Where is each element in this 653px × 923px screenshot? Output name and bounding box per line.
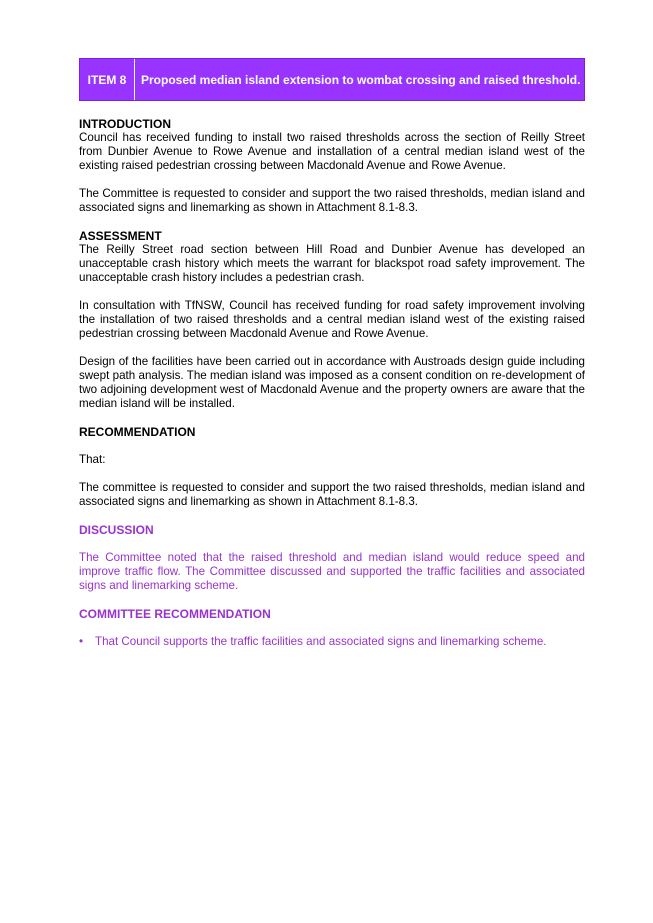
introduction-paragraph: Council has received funding to install two raised thresholds across the section of Reilly Street from Dunbier Avenue to Rowe Avenue and installation of a central median island west of the existing raised pedestrian crossing between Macdonald Avenue and Rowe Avenue. [79, 131, 585, 172]
item-number: ITEM 8 [80, 59, 135, 100]
assessment-heading: ASSESSMENT [79, 229, 162, 243]
bullet-icon: • [79, 635, 84, 648]
recommendation-heading: RECOMMENDATION [79, 425, 196, 439]
introduction-heading: INTRODUCTION [79, 117, 171, 131]
committee-recommendation-heading: COMMITTEE RECOMMENDATION [79, 607, 271, 621]
introduction-paragraph: The Committee is requested to consider and support the two raised thresholds, median island and associated signs and linemarking as shown in Attachment 8.1-8.3. [79, 187, 585, 214]
assessment-paragraph: In consultation with TfNSW, Council has received funding for road safety improvement involving the installation of two raised thresholds and a central median island west of the existing raised pedestrian crossing between Macdonald Avenue and Rowe Avenue. [79, 299, 585, 340]
item-header [79, 58, 585, 101]
recommendation-intro: That: [79, 453, 106, 466]
item-title: Proposed median island extension to wombat crossing and raised threshold. [141, 72, 581, 87]
list-item-text: That Council supports the traffic facilities and associated signs and linemarking scheme. [95, 635, 547, 648]
committee-recommendation-list [79, 635, 585, 649]
document-page [79, 58, 585, 649]
assessment-paragraph: Design of the facilities have been carried out in accordance with Austroads design guide including swept path analysis. The median island was imposed as a consent condition on re-development of two adjoining development west of Macdonald Avenue and the property owners are aware that the median island will be installed. [79, 355, 585, 410]
recommendation-text: The committee is requested to consider and support the two raised thresholds, median island and associated signs and linemarking as shown in Attachment 8.1-8.3. [79, 481, 585, 508]
list-item [79, 635, 585, 649]
document-body [79, 117, 585, 649]
assessment-paragraph: The Reilly Street road section between Hill Road and Dunbier Avenue has developed an unacceptable crash history which meets the warrant for blackspot road safety improvement. The unacceptable crash history includes a pedestrian crash. [79, 243, 585, 284]
discussion-text: The Committee noted that the raised threshold and median island would reduce speed and improve traffic flow. The Committee discussed and supported the traffic facilities and associated signs and linemarking scheme. [79, 551, 585, 592]
discussion-heading: DISCUSSION [79, 523, 154, 537]
